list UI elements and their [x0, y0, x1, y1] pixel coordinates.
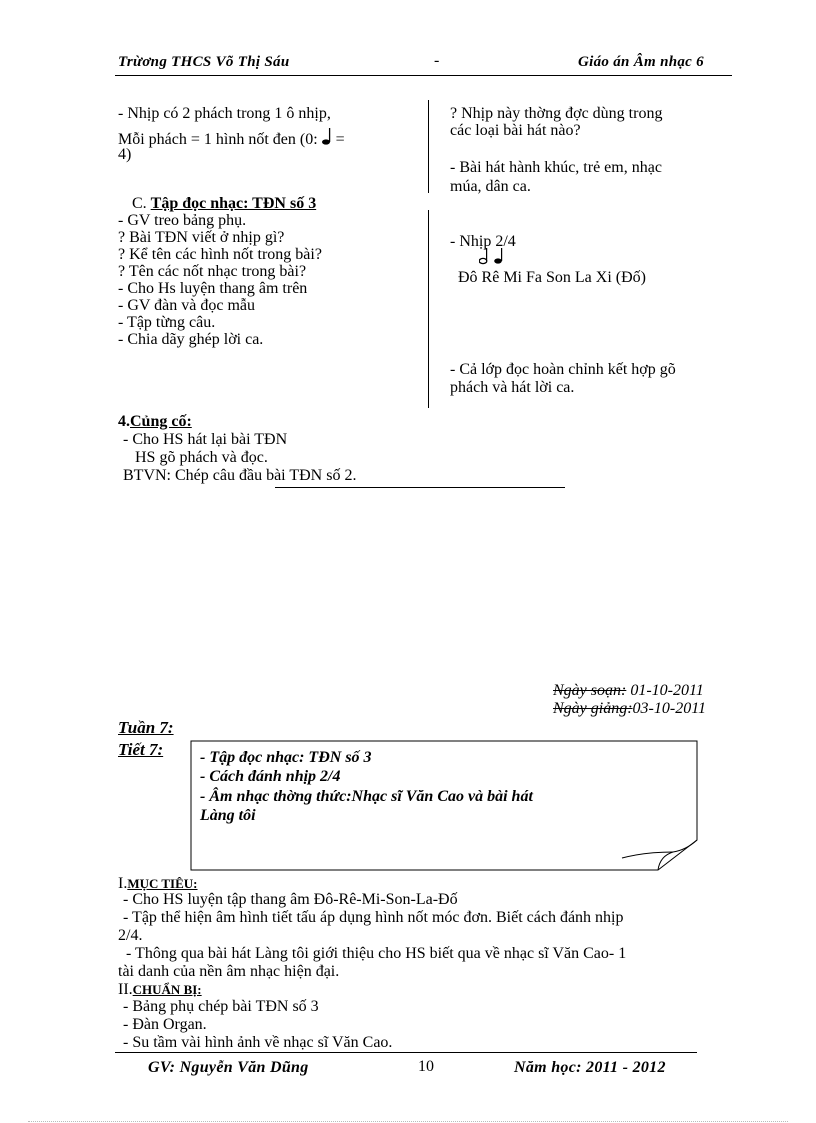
section-I-line4: - Thông qua bài hát Làng tôi giới thiệu cho HS biết qua về nhạc sĩ Văn Cao- 1: [126, 945, 627, 962]
header-school: Trừơng THCS Võ Thị Sáu: [118, 54, 290, 70]
box-line1: - Tập đọc nhạc: TĐN số 3: [200, 749, 372, 766]
date-giang-value: 03-10-2011: [632, 700, 707, 717]
section-II-line3: - Su tầm vài hình ảnh về nhạc sĩ Văn Cao.: [123, 1034, 393, 1051]
header-rule: [115, 75, 732, 76]
top-left-line2b: =: [335, 131, 345, 148]
c-left-6: - GV đàn và đọc mẫu: [118, 297, 255, 314]
section-II-title: CHUẨN BỊ:: [132, 982, 202, 997]
quarter-note-icon: [322, 128, 332, 146]
c-left-4: ? Tên các nốt nhạc trong bài?: [118, 263, 307, 280]
section-I-line5: tài danh của nền âm nhạc hiện đại.: [118, 963, 340, 980]
footer-teacher: GV: Nguyễn Văn Dũng: [148, 1059, 309, 1076]
header-subject: Giáo án Âm nhạc 6: [578, 54, 704, 70]
date-giang-label: Ngày giảng:: [553, 700, 633, 717]
c-left-7: - Tập từng câu.: [118, 314, 216, 331]
week-label: Tuần 7:: [118, 718, 174, 737]
column-divider-bottom: [428, 210, 429, 408]
top-right-line3: - Bài hát hành khúc, trẻ em, nhạc: [450, 159, 662, 176]
c-right-notes: Đô Rê Mi Fa Son La Xi (Đố): [458, 269, 646, 286]
section-II-heading: II.CHUẨN BỊ:: [118, 981, 202, 998]
footer-page-number: 10: [418, 1058, 434, 1075]
section-4-line1: - Cho HS hát lại bài TĐN: [123, 431, 288, 448]
section-c-title: Tập đọc nhạc: TĐN số 3: [150, 195, 317, 212]
section-I-title: MỤC TIÊU:: [127, 876, 198, 891]
box-line4: Làng tôi: [200, 807, 256, 824]
section-I-line1: - Cho HS luyện tập thang âm Đô-Rê-Mi-Son-La-Đố: [123, 891, 458, 908]
section-I-heading: I.MỤC TIÊU:: [118, 875, 198, 892]
section-4-line2: HS gõ phách và đọc.: [135, 449, 268, 466]
c-left-5: - Cho Hs luyện thang âm trên: [118, 280, 308, 297]
date-soan: [553, 682, 704, 699]
section-I-line3: 2/4.: [118, 927, 143, 944]
section-c-heading: C. Tập đọc nhạc: TĐN số 3: [132, 195, 317, 212]
section-II-line1: - Bảng phụ chép bài TĐN số 3: [123, 998, 319, 1015]
date-giang: [553, 700, 706, 717]
top-right-line4: múa, dân ca.: [450, 178, 531, 195]
c-left-3: ? Kể tên các hình nốt trong bài?: [118, 246, 322, 263]
footer-rule: [115, 1052, 697, 1053]
column-divider-top: [428, 100, 429, 193]
top-left-line3: 4): [118, 146, 132, 163]
c-left-1: - GV treo bảng phụ.: [118, 212, 247, 229]
footer-year: Năm học: 2011 - 2012: [514, 1059, 666, 1076]
end-rule: [275, 487, 565, 488]
header-dash: -: [434, 52, 440, 69]
section-II-line2: - Đàn Organ.: [123, 1016, 207, 1033]
date-soan-label: Ngày soạn:: [553, 682, 627, 699]
half-quarter-notes-icon: [479, 246, 507, 266]
c-right-meter: - Nhịp 2/4: [450, 233, 516, 250]
box-line3: - Âm nhạc thờng thức:Nhạc sĩ Văn Cao và bài hát: [200, 788, 533, 805]
box-line2: - Cách đánh nhịp 2/4: [200, 768, 341, 785]
top-right-line2: các loại bài hát nào?: [450, 122, 581, 139]
section-4-line3: BTVN: Chép câu đầu bài TĐN số 2.: [123, 467, 357, 484]
section-4-heading: 4.Củng cố:: [118, 413, 192, 430]
date-soan-value: 01-10-2011: [626, 682, 704, 699]
section-I-line2: - Tập thể hiện âm hình tiết tấu áp dụng hình nốt móc đơn. Biết cách đánh nhịp: [123, 909, 624, 926]
top-left-line1: - Nhịp có 2 phách trong 1 ô nhịp,: [118, 105, 331, 122]
c-left-2: ? Bài TĐN viết ở nhịp gì?: [118, 229, 285, 246]
section-4-title: Củng cố:: [130, 413, 192, 430]
period-label: Tiết 7:: [118, 740, 164, 759]
top-left-line2: [118, 128, 345, 148]
c-left-8: - Chia dãy ghép lời ca.: [118, 331, 264, 348]
top-left-line2a: Mỗi phách = 1 hình nốt đen (0:: [118, 131, 318, 148]
page-edge: [28, 1121, 788, 1122]
c-right-final2: phách và hát lời ca.: [450, 379, 575, 396]
c-right-final1: - Cả lớp đọc hoàn chỉnh kết hợp gõ: [450, 361, 676, 378]
top-right-line1: ? Nhịp này thờng đợc dùng trong: [450, 105, 663, 122]
